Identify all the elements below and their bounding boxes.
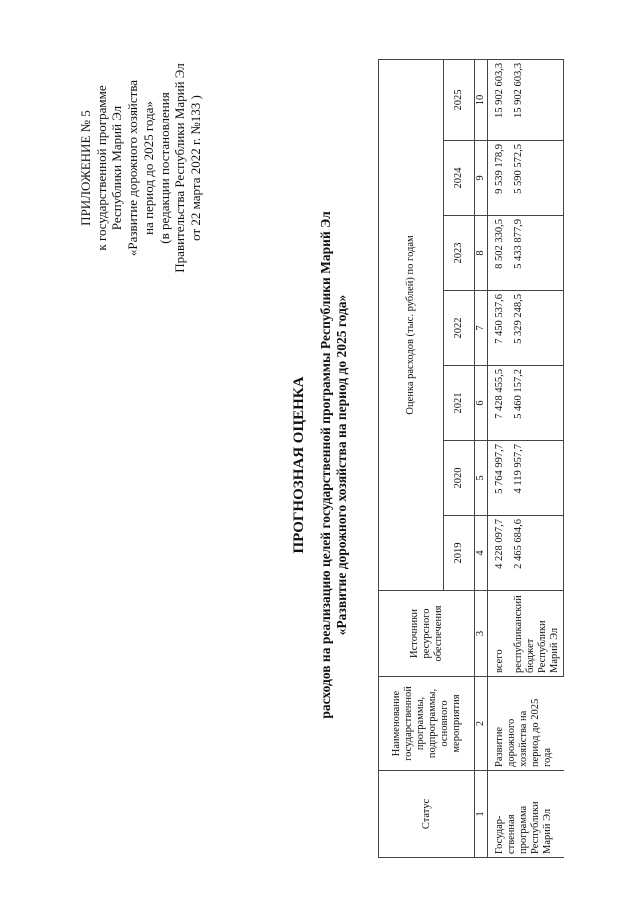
appendix-line: Республики Марий Эл [109,105,125,231]
table-row [488,59,509,857]
header-year: 2022 [444,291,475,366]
header-year: 2019 [444,516,475,591]
column-number: 7 [475,291,488,366]
cell-value: 5 329 248,5 [508,291,564,366]
column-number: 10 [475,59,488,140]
heading-block [288,105,350,825]
appendix-line: от 22 марта 2022 г. №133 ) [187,95,203,241]
cell-value: 8 502 330,5 [488,216,509,291]
cell-value: 15 902 603,3 [508,59,564,140]
cell-value: 15 902 603,3 [488,59,509,140]
cell-status: Государ- ственная программа Республики Марий Эл [488,771,564,858]
appendix-line: (в редакции постановления [156,92,172,244]
cell-value: 5 433 877,9 [508,216,564,291]
cell-value: 7 428 455,5 [488,366,509,441]
cell-value: 5 764 997,7 [488,441,509,516]
column-number: 1 [475,771,488,858]
header-source: Источники ресурсного обеспечения [379,591,475,677]
expenditure-table [378,59,564,858]
document-subtitle: расходов на реализацию целей государственной программы Республики Марий Эл [318,211,333,719]
cell-value: 7 450 537,6 [488,291,509,366]
header-year: 2020 [444,441,475,516]
cell-value: 4 119 957,7 [508,441,564,516]
column-number: 8 [475,216,488,291]
cell-value: 5 460 157,2 [508,366,564,441]
header-name: Наименование государственной программы, подпрограммы, основного мероприятия [379,677,475,771]
appendix-line: к государственной программе [93,85,109,251]
column-number-row [475,59,488,857]
cell-value: 9 539 178,9 [488,141,509,216]
appendix-line: «Развитие дорожного хозяйства [125,79,141,257]
appendix-line: ПРИЛОЖЕНИЕ № 5 [78,110,93,226]
appendix-block [78,43,204,293]
cell-value: 5 590 572,5 [508,141,564,216]
header-year: 2025 [444,59,475,140]
appendix-line: Правительства Республики Марий Эл [172,63,188,273]
header-status: Статус [379,771,475,858]
column-number: 5 [475,441,488,516]
column-number: 3 [475,591,488,677]
cell-value: 4 228 097,7 [488,516,509,591]
document-subtitle-program: «Развитие дорожного хозяйства на период до 2025 года» [334,294,349,636]
cell-source: республиканский бюджет Республики Марий Эл [508,591,564,677]
column-number: 9 [475,141,488,216]
column-number: 6 [475,366,488,441]
cell-name: Развитие дорожного хозяйства на период до 2025 года [488,677,564,771]
header-year: 2021 [444,366,475,441]
column-number: 2 [475,677,488,771]
header-estimate: Оценка расходов (тыс. рублей) по годам [379,59,444,590]
header-year: 2024 [444,141,475,216]
cell-source: всего [488,591,509,677]
document-title: ПРОГНОЗНАЯ ОЦЕНКА [291,376,307,554]
cell-value: 2 465 684,6 [508,516,564,591]
header-year: 2023 [444,216,475,291]
appendix-line: на период до 2025 года» [140,101,156,235]
column-number: 4 [475,516,488,591]
